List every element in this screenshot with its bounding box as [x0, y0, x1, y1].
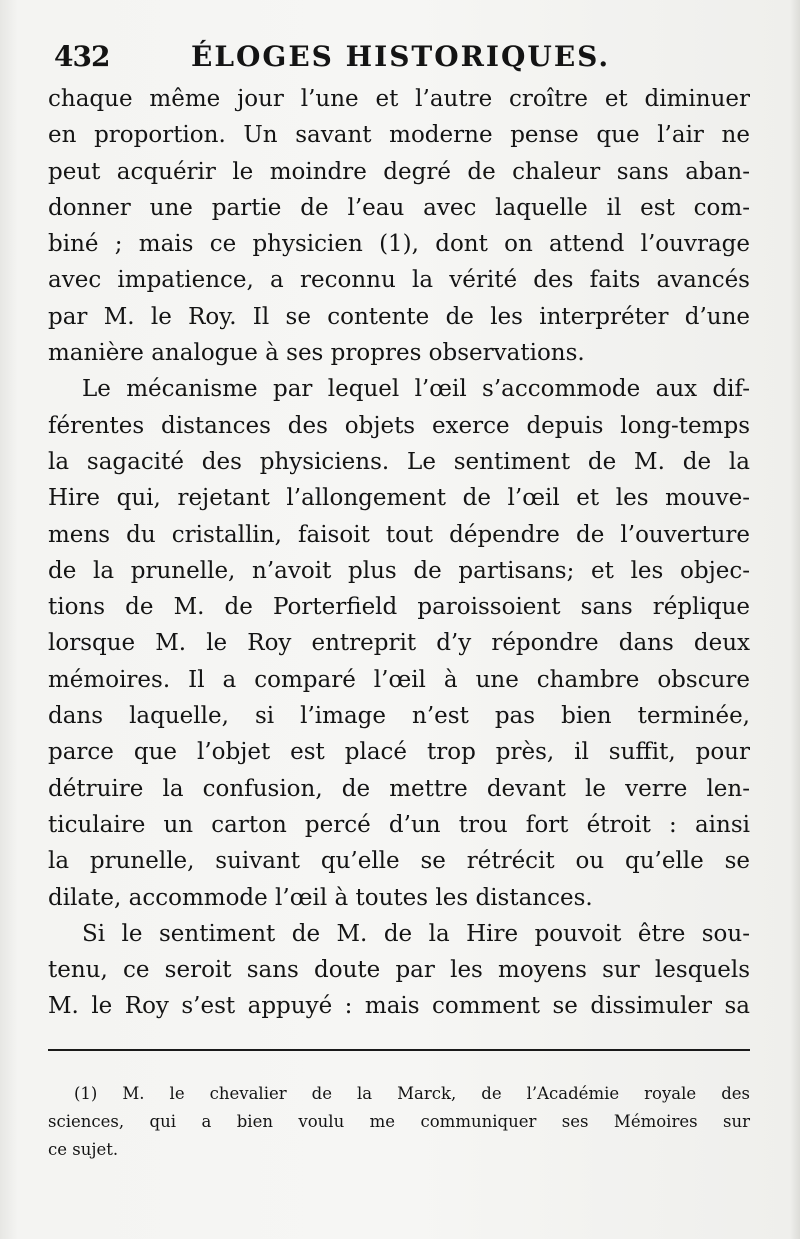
text-line: M. le Roy s’est appuyé : mais comment se dissimuler sa — [48, 993, 750, 1020]
text-line: tenu, ce seroit sans doute par les moyens sur lesquels — [48, 957, 750, 984]
text-line: la sagacité des physiciens. Le sentiment de M. de la — [48, 448, 750, 475]
text-line: lorsque M. le Roy entreprit d’y répondre dans deux — [48, 630, 750, 657]
text-line: dilate, accommode l’œil à toutes les distances. — [48, 884, 593, 911]
paragraph-start-line: Si le sentiment de M. de la Hire pouvoit être sou- — [82, 920, 750, 947]
text-line: chaque même jour l’une et l’autre croître et diminuer — [48, 86, 750, 112]
footnotes — [48, 1080, 750, 1164]
text-line: avec impatience, a reconnu la vérité des faits avancés — [48, 267, 750, 294]
body-text — [48, 81, 750, 1025]
text-line: mens du cristallin, faisoit tout dépendre de l’ouverture — [48, 521, 750, 548]
text-line: manière analogue à ses propres observations. — [48, 340, 585, 367]
footnote-line: (1) M. le chevalier de la Marck, de l’Académie royale des — [74, 1084, 750, 1103]
text-line: parce que l’objet est placé trop près, il suffit, pour — [48, 739, 750, 766]
text-line: biné ; mais ce physicien (1), dont on attend l’ouvrage — [48, 231, 750, 258]
text-line: mémoires. Il a comparé l’œil à une chambre obscure — [48, 666, 750, 693]
text-line: en proportion. Un savant moderne pense que l’air ne — [48, 122, 750, 149]
text-line: par M. le Roy. Il se contente de les interpréter d’une — [48, 303, 750, 330]
text-line: ticulaire un carton percé d’un trou fort étroit : ainsi — [48, 811, 750, 838]
text-line: Hire qui, rejetant l’allongement de l’œil et les mouve- — [48, 485, 750, 512]
text-line: de la prunelle, n’avoit plus de partisans; et les objec- — [48, 557, 750, 584]
text-line: la prunelle, suivant qu’elle se rétrécit ou qu’elle se — [48, 848, 750, 875]
paragraph-start-line: Le mécanisme par lequel l’œil s’accommode aux dif- — [82, 376, 750, 403]
page-header — [48, 40, 748, 80]
text-line: férentes distances des objets exerce depuis long-temps — [48, 412, 750, 439]
footnote-line: ce sujet. — [48, 1140, 119, 1159]
running-title: ÉLOGES HISTORIQUES. — [191, 40, 611, 73]
footnote-line: sciences, qui a bien voulu me communiquer ses Mémoires sur — [48, 1112, 750, 1131]
text-line: dans laquelle, si l’image n’est pas bien terminée, — [48, 703, 750, 730]
text-line: tions de M. de Porterfield paroissoient sans réplique — [48, 594, 750, 621]
page-number: 432 — [54, 40, 110, 73]
text-line: détruire la confusion, de mettre devant le verre len- — [48, 775, 750, 802]
text-line: donner une partie de l’eau avec laquelle il est com- — [48, 194, 750, 221]
footnote-divider — [48, 1049, 750, 1051]
text-line: peut acquérir le moindre degré de chaleur sans aban- — [48, 158, 750, 185]
